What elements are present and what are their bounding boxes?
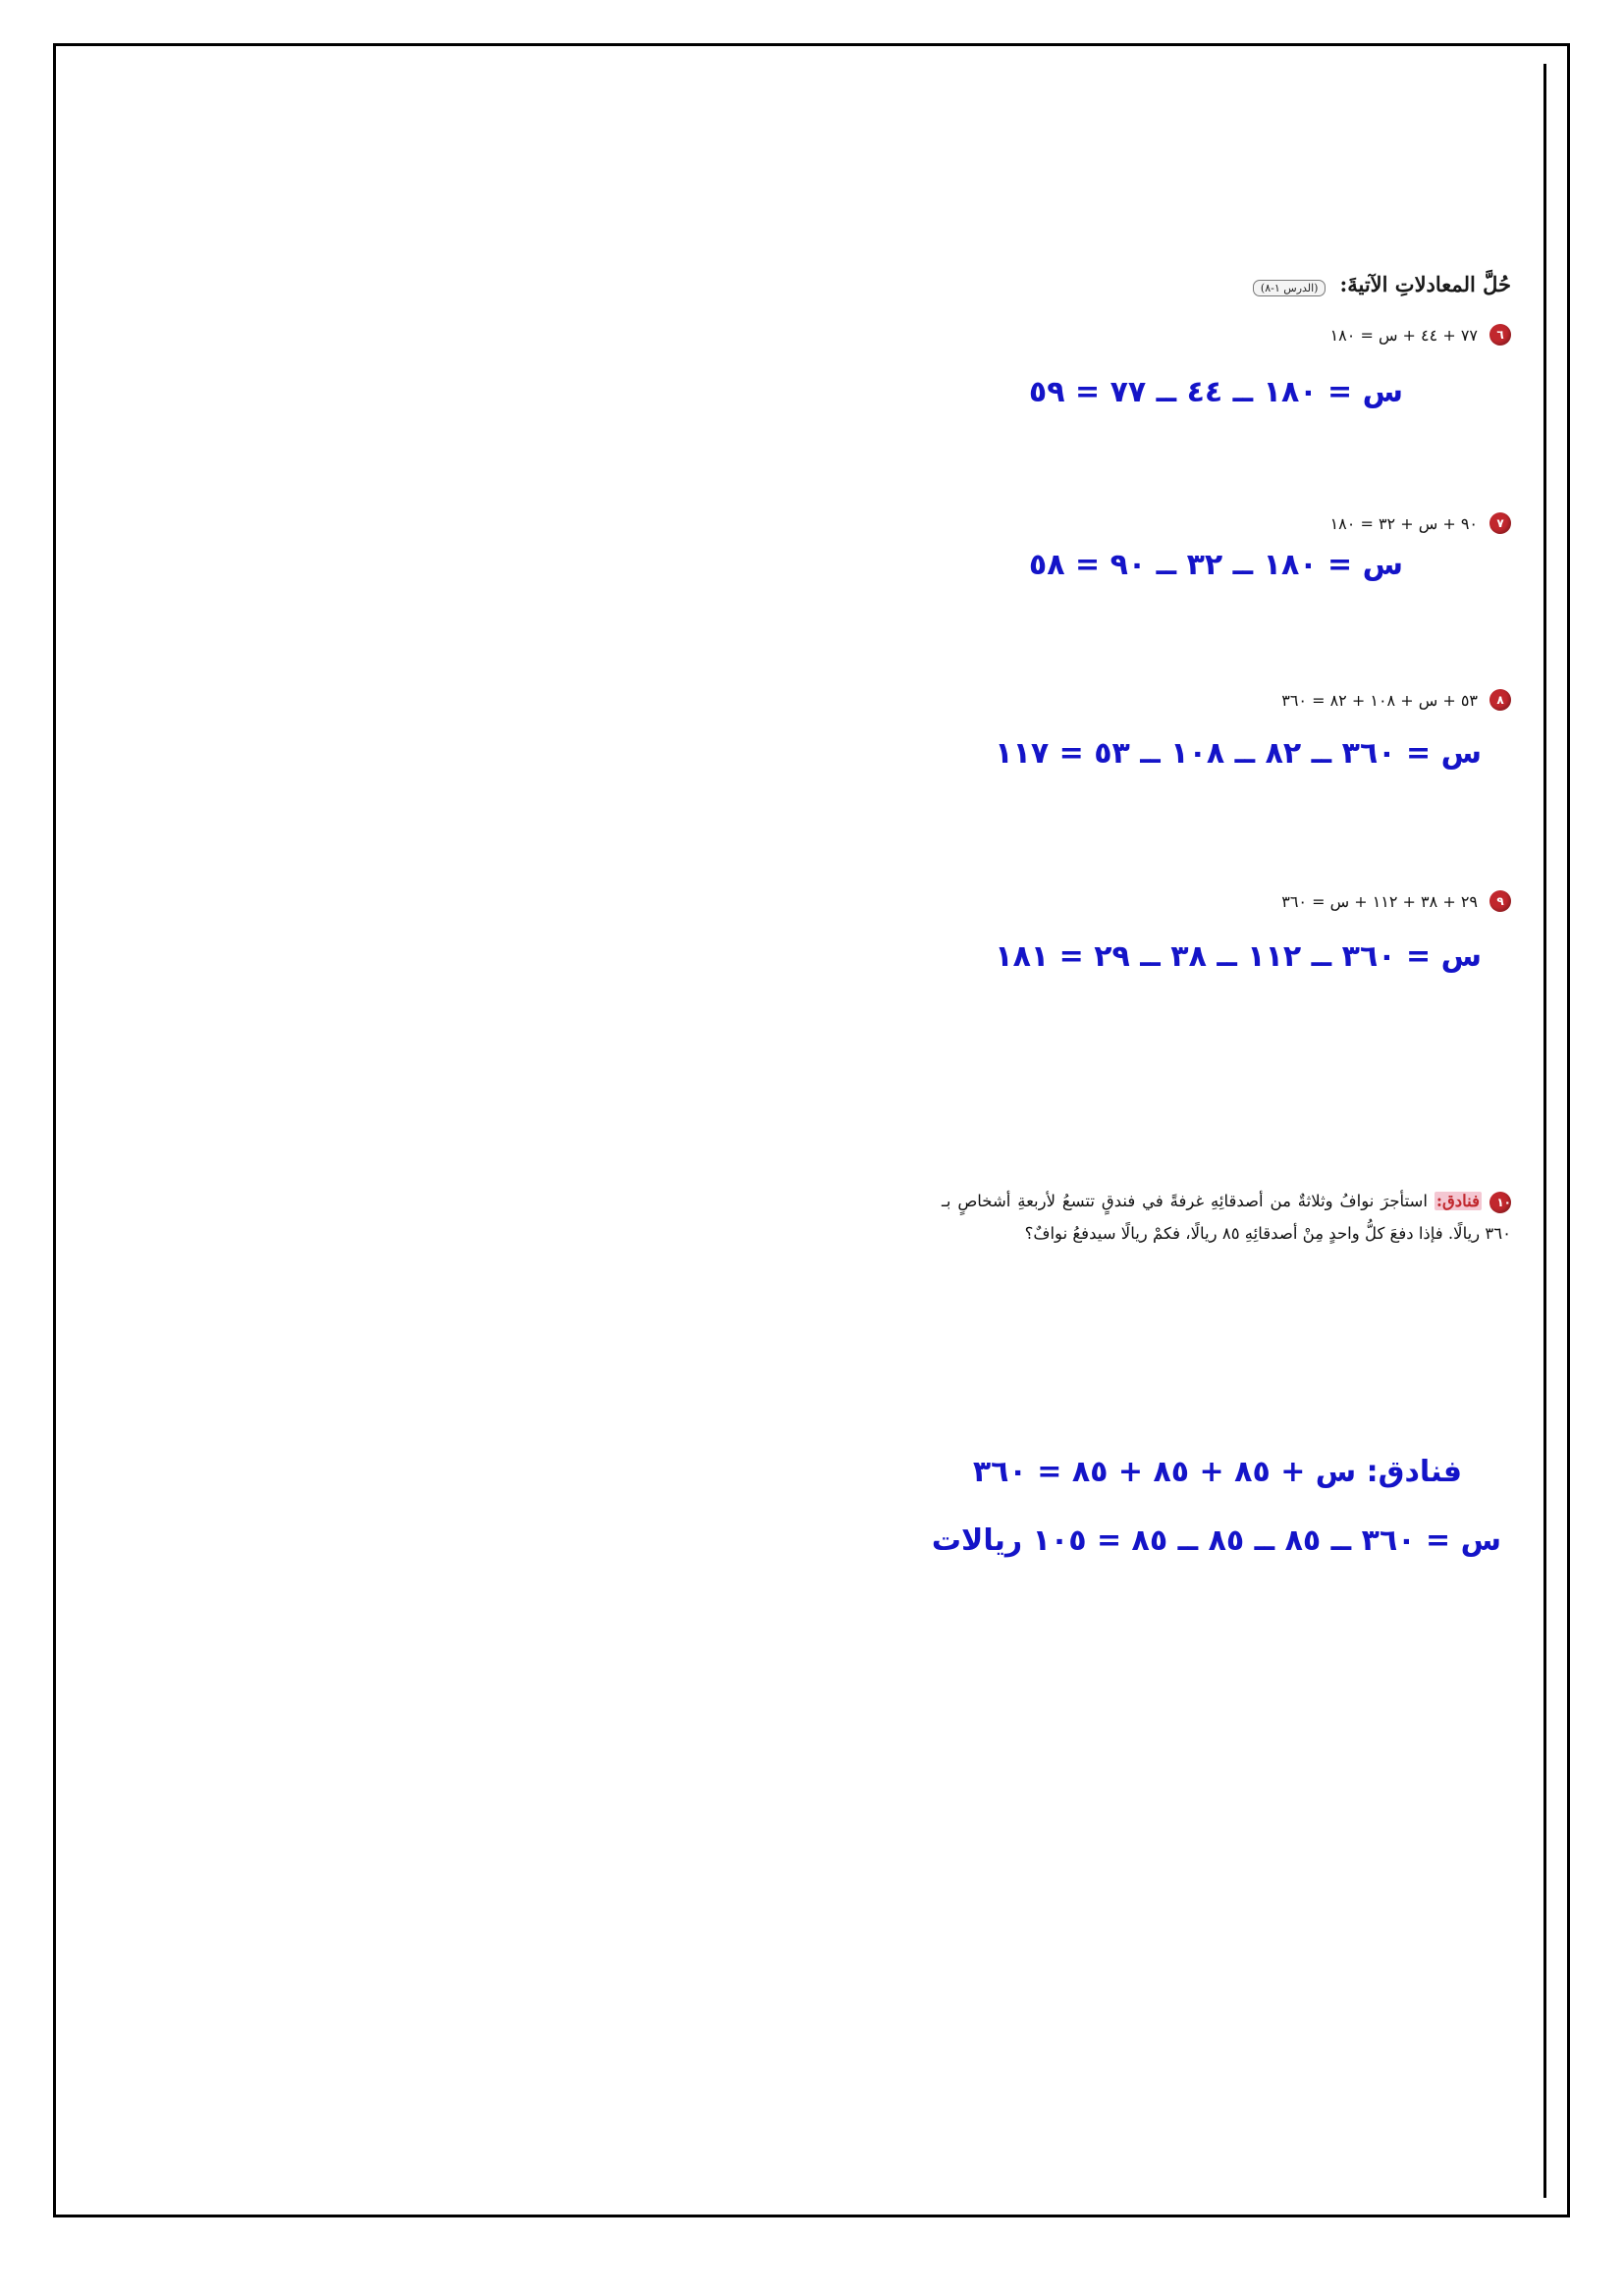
worksheet-sheet [82, 61, 1536, 2211]
problem-number-badge: ٩ [1489, 890, 1511, 912]
problem-number-badge: ٧ [1489, 512, 1511, 534]
problem-number-badge: ١٠ [1489, 1192, 1511, 1213]
problem-equation: ٥٣ + س + ١٠٨ + ٨٢ = ٣٦٠ [1281, 690, 1478, 710]
handwritten-answer-9: س = ٣٦٠ ــ ١١٢ ــ ٣٨ ــ ٢٩ = ١٨١ [995, 939, 1482, 974]
problem-number-badge: ٦ [1489, 324, 1511, 346]
handwritten-answer-10-line-1: فنادق: س + ٨٥ + ٨٥ + ٨٥ = ٣٦٠ [972, 1455, 1462, 1489]
problem-row-8 [1281, 689, 1511, 711]
handwritten-answer-8: س = ٣٦٠ ــ ٨٢ ــ ١٠٨ ــ ٥٣ = ١١٧ [995, 736, 1482, 771]
problem-row-9 [1281, 890, 1511, 912]
word-problem-text: استأجرَ نوافُ وثلاثةٌ من أصدقائِهِ غرفةً في فندقٍ تتسعُ لأربعةِ أشخاصٍ بـ ٣٦٠ ريالًا. فإذا دفعَ كلُّ واحدٍ مِنْ أصدقائِهِ ٨٥ ريالًا، فكمْ ريالًا سيدفعُ نوافٌ؟ [942, 1192, 1511, 1243]
word-problem-10 [942, 1185, 1511, 1250]
handwritten-answer-7: س = ١٨٠ ــ ٣٢ ــ ٩٠ = ٥٨ [1028, 548, 1403, 582]
problem-number-badge: ٨ [1489, 689, 1511, 711]
problem-equation: ٢٩ + ٣٨ + ١١٢ + س = ٣٦٠ [1281, 891, 1478, 911]
problem-equation: ٧٧ + ٤٤ + س = ١٨٠ [1329, 325, 1478, 345]
problem-row-7 [1330, 512, 1511, 534]
page-title: حُلَّ المعادلاتِ الآتيةَ: [1339, 272, 1511, 296]
word-problem-label: فنادق: [1435, 1192, 1480, 1210]
problem-equation: ٩٠ + س + ٣٢ = ١٨٠ [1329, 513, 1478, 533]
lesson-reference-badge: (الدرس ١-٨) [1253, 280, 1326, 296]
problem-row-6 [1330, 324, 1511, 346]
handwritten-answer-10-line-2: س = ٣٦٠ ــ ٨٥ ــ ٨٥ ــ ٨٥ = ١٠٥ ريالات [931, 1523, 1501, 1558]
handwritten-answer-6: س = ١٨٠ ــ ٤٤ ــ ٧٧ = ٥٩ [1028, 375, 1403, 409]
exercise-heading [1253, 272, 1511, 296]
